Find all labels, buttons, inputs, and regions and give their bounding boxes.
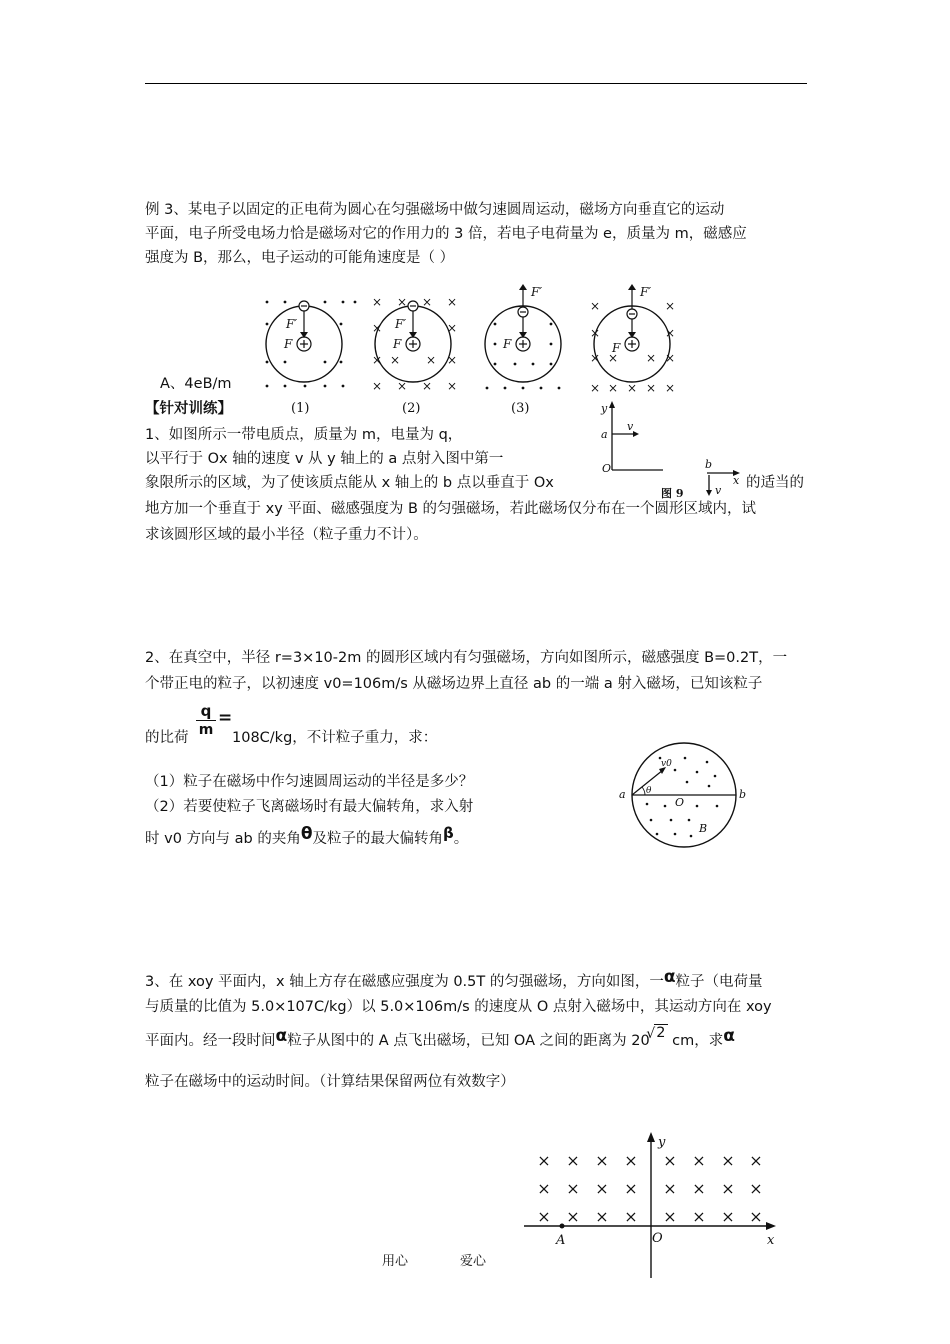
- svg-text:×: ×: [626, 381, 638, 395]
- q1-line4: 地方加一个垂直于 xy 平面、磁感强度为 B 的匀强磁场，若此磁场仅分布在一个圆形区域内，试: [145, 501, 757, 517]
- svg-text:F: F: [284, 337, 293, 351]
- svg-text:×: ×: [645, 351, 657, 365]
- q3-line4: 粒子在磁场中的运动时间。（计算结果保留两位有效数字）: [145, 1074, 515, 1090]
- svg-text:×: ×: [663, 1207, 677, 1226]
- beta-symbol: β: [443, 824, 454, 842]
- q2-line3a: 的比荷: [145, 730, 189, 746]
- q1-line2: 以平行于 Ox 轴的速度 v 从 y 轴上的 a 点射入图中第一: [145, 451, 504, 467]
- svg-text:(1): (1): [291, 401, 310, 416]
- svg-text:θ: θ: [646, 786, 652, 796]
- example3-option-a: A、4eB/m: [160, 376, 232, 392]
- svg-text:×: ×: [664, 299, 676, 313]
- svg-text:×: ×: [607, 381, 619, 395]
- q3-line1: 3、在 xoy 平面内，x 轴上方存在磁感应强度为 0.5T 的匀强磁场，方向如图，一α粒子（电荷量: [145, 967, 763, 990]
- q2-line1: 2、在真空中，半径 r=3×10-2m 的圆形区域内有匀强磁场，方向如图所示，磁感强度 B=0.2T，一: [145, 650, 788, 666]
- svg-text:F: F: [393, 337, 402, 351]
- svg-text:×: ×: [595, 1207, 609, 1226]
- svg-text:(3): (3): [511, 401, 530, 416]
- svg-text:×: ×: [624, 1151, 638, 1170]
- svg-text:×: ×: [421, 295, 433, 309]
- svg-text:A: A: [556, 1233, 566, 1248]
- svg-text:F: F: [503, 337, 512, 351]
- svg-text:×: ×: [589, 351, 601, 365]
- q3-line2: 与质量的比值为 5.0×107C/kg）以 5.0×106m/s 的速度从 O 点射入磁场中，其运动方向在 xoy: [145, 999, 772, 1015]
- q2-sub2: （2）若要使粒子飞离磁场时有最大偏转角，求入射: [145, 799, 474, 815]
- svg-text:×: ×: [645, 381, 657, 395]
- svg-text:O: O: [652, 1231, 663, 1246]
- q2-frac-bar: [196, 720, 216, 721]
- svg-text:×: ×: [537, 1207, 551, 1226]
- example3-line3: 强度为 B，那么，电子运动的可能角速度是（ ）: [145, 250, 455, 266]
- svg-text:(2): (2): [402, 401, 421, 416]
- q1-line5: 求该圆形区域的最小半径（粒子重力不计）。: [145, 527, 428, 543]
- svg-text:a: a: [601, 428, 608, 441]
- svg-text:×: ×: [396, 295, 408, 309]
- svg-text:v: v: [627, 420, 634, 433]
- svg-text:×: ×: [663, 1151, 677, 1170]
- q2-figure: [615, 740, 765, 850]
- svg-text:O: O: [675, 796, 685, 809]
- svg-text:x: x: [733, 474, 740, 487]
- svg-text:×: ×: [664, 326, 676, 340]
- svg-text:×: ×: [624, 1207, 638, 1226]
- q2-equals: =: [218, 708, 233, 728]
- svg-text:×: ×: [721, 1151, 735, 1170]
- svg-text:×: ×: [425, 353, 437, 367]
- q2-line3b: 108C/kg，不计粒子重力，求：: [232, 730, 438, 746]
- svg-text:×: ×: [749, 1179, 763, 1198]
- svg-text:F′: F′: [395, 317, 407, 331]
- svg-text:×: ×: [589, 381, 601, 395]
- svg-text:×: ×: [664, 381, 676, 395]
- q2-line2: 个带正电的粒子，以初速度 v0=106m/s 从磁场边界上直径 ab 的一端 a 射入磁场，已知该粒子: [145, 676, 763, 692]
- footer-right: 爱心: [460, 1254, 487, 1269]
- svg-text:×: ×: [589, 299, 601, 313]
- svg-text:F: F: [612, 341, 621, 355]
- svg-text:y: y: [658, 1135, 666, 1150]
- q3-line3: 平面内。经一段时间α粒子从图中的 A 点飞出磁场，已知 OA 之间的距离为 20 √ 2 cm，求α: [145, 1028, 735, 1053]
- svg-text:×: ×: [421, 379, 433, 393]
- svg-text:×: ×: [371, 295, 383, 309]
- svg-text:F′: F′: [640, 285, 652, 299]
- q2-sub3: 时 v0 方向与 ab 的夹角θ及粒子的最大偏转角β。: [145, 824, 469, 847]
- svg-text:×: ×: [589, 326, 601, 340]
- svg-text:a: a: [619, 788, 626, 801]
- q2-sub1: （1）粒子在磁场中作匀速圆周运动的半径是多少？: [145, 774, 474, 790]
- svg-text:×: ×: [537, 1151, 551, 1170]
- svg-text:×: ×: [446, 321, 458, 335]
- svg-text:×: ×: [749, 1207, 763, 1226]
- q2-frac-num: q: [200, 702, 212, 720]
- svg-text:×: ×: [664, 351, 676, 365]
- alpha-symbol: α: [663, 967, 676, 987]
- sqrt-sign: √: [646, 1026, 656, 1042]
- q1-line3b: 的适当的: [746, 475, 804, 491]
- q1-figure: [595, 400, 745, 500]
- svg-text:图 9: 图 9: [661, 487, 684, 500]
- svg-text:×: ×: [749, 1151, 763, 1170]
- q3-figure: [520, 1130, 790, 1280]
- svg-text:×: ×: [663, 1179, 677, 1198]
- q2-frac-den: m: [198, 722, 214, 738]
- svg-text:×: ×: [371, 321, 383, 335]
- alpha-symbol: α: [275, 1026, 288, 1046]
- sqrt-expression: √ 2: [654, 1024, 667, 1041]
- svg-text:×: ×: [566, 1207, 580, 1226]
- svg-text:B: B: [699, 822, 708, 835]
- svg-text:×: ×: [396, 379, 408, 393]
- svg-text:×: ×: [446, 295, 458, 309]
- svg-text:×: ×: [607, 351, 619, 365]
- svg-text:×: ×: [595, 1151, 609, 1170]
- svg-text:×: ×: [721, 1207, 735, 1226]
- svg-text:×: ×: [624, 1179, 638, 1198]
- theta-symbol: θ: [300, 824, 313, 844]
- svg-text:×: ×: [692, 1179, 706, 1198]
- footer-left: 用心: [382, 1254, 409, 1269]
- svg-text:y: y: [601, 402, 608, 415]
- svg-text:×: ×: [721, 1179, 735, 1198]
- svg-text:×: ×: [595, 1179, 609, 1198]
- svg-text:x: x: [767, 1233, 775, 1248]
- svg-text:O: O: [602, 462, 612, 475]
- svg-text:v0: v0: [661, 759, 672, 769]
- example3-line1: 例 3、某电子以固定的正电荷为圆心在匀强磁场中做匀速圆周运动，磁场方向垂直它的运动: [145, 202, 725, 218]
- svg-text:×: ×: [371, 353, 383, 367]
- svg-text:×: ×: [566, 1179, 580, 1198]
- training-heading: 【针对训练】: [145, 401, 232, 417]
- header-rule: [145, 83, 807, 84]
- q1-line1: 1、如图所示一带电质点，质量为 m，电量为 q，: [145, 427, 463, 443]
- svg-text:b: b: [739, 788, 747, 801]
- svg-text:v: v: [715, 484, 722, 497]
- svg-text:×: ×: [566, 1151, 580, 1170]
- svg-text:×: ×: [446, 353, 458, 367]
- svg-text:×: ×: [371, 379, 383, 393]
- svg-text:b: b: [705, 458, 713, 471]
- svg-text:F′: F′: [286, 317, 298, 331]
- alpha-symbol: α: [723, 1026, 735, 1046]
- example3-line2: 平面，电子所受电场力恰是磁场对它的作用力的 3 倍，若电子电荷量为 e，质量为 m，磁感应: [145, 226, 747, 242]
- svg-text:×: ×: [446, 379, 458, 393]
- q1-line3a: 象限所示的区域，为了使该质点能从 x 轴上的 b 点以垂直于 Ox: [145, 475, 554, 491]
- svg-text:×: ×: [692, 1151, 706, 1170]
- svg-text:×: ×: [692, 1207, 706, 1226]
- svg-text:×: ×: [537, 1179, 551, 1198]
- svg-text:F′: F′: [531, 285, 543, 299]
- svg-text:×: ×: [389, 353, 401, 367]
